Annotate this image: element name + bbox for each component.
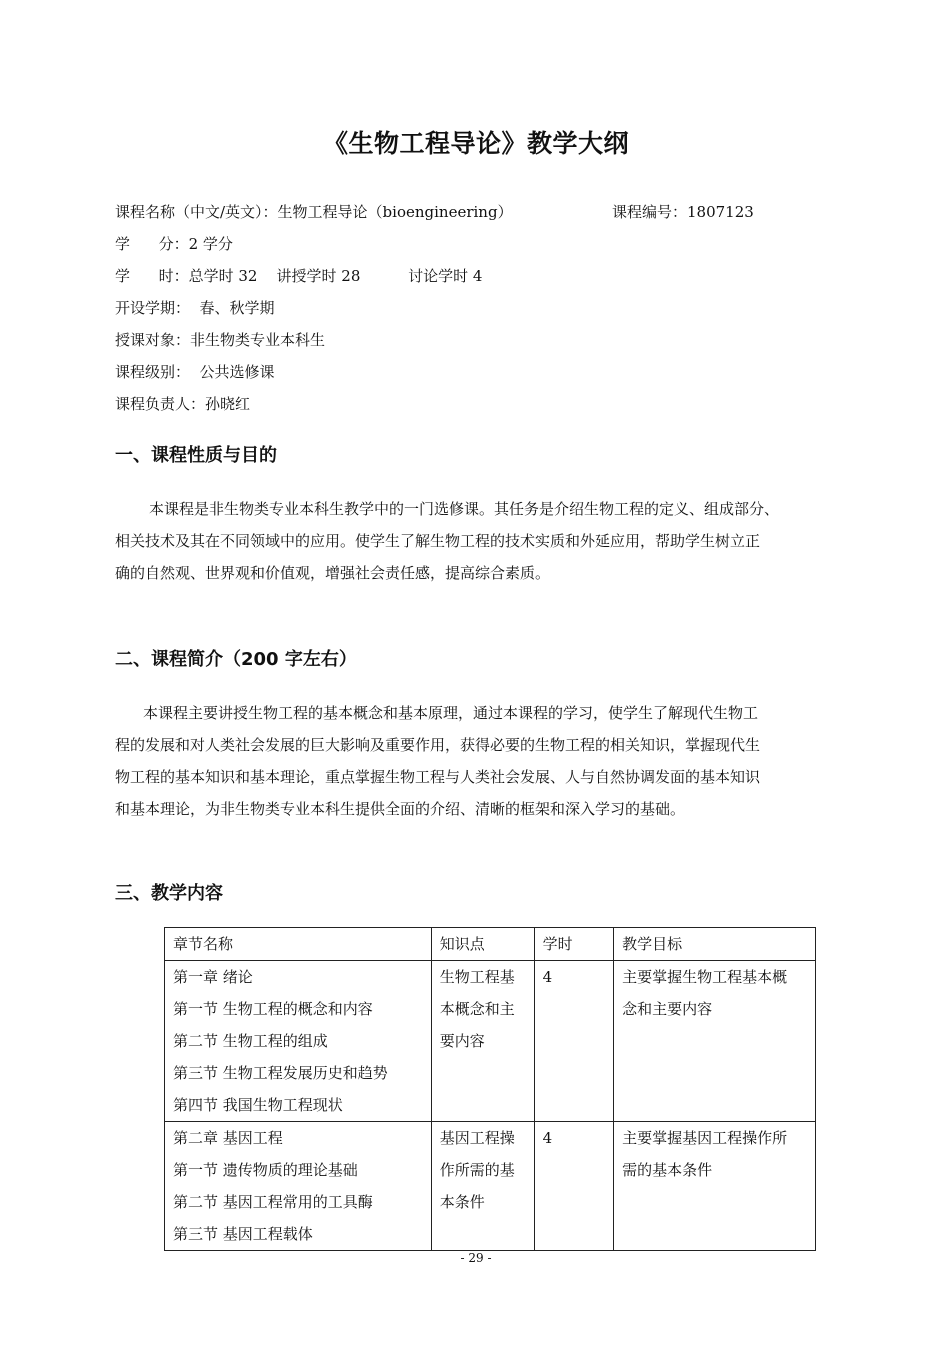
chapter-line: 第二节 生物工程的组成 [173,1032,328,1050]
knowledge-points-cell [431,961,534,1122]
course-hours: 学 时：总学时 32 讲授学时 28 讨论学时 4 [115,267,483,285]
page-number: - 29 - [460,1251,492,1265]
section2-line: 程的发展和对人类社会发展的巨大影响及重要作用，获得必要的生物工程的相关知识，掌握现代生 [115,736,761,754]
document-title: 《生物工程导论》教学大纲 [322,129,629,158]
section1-paragraph [115,493,837,589]
points-line: 要内容 [439,1032,485,1050]
hours-cell [534,961,614,1122]
chapter-line: 第二章 基因工程 [173,1129,283,1147]
section1-heading: 一、课程性质与目的 [115,445,277,466]
chapter-line: 第二节 基因工程常用的工具酶 [173,1193,373,1211]
course-credits: 学 分：2 学分 [115,235,233,253]
chapter-line: 第三节 基因工程载体 [173,1225,313,1243]
header-teaching-goal: 教学目标 [614,928,816,961]
knowledge-points-cell [431,1122,534,1251]
table-row [165,1122,816,1251]
goal-line: 需的基本条件 [622,1161,713,1179]
hours-cell [534,1122,614,1251]
section1-line: 确的自然观、世界观和价值观，增强社会责任感，提高综合素质。 [115,564,551,582]
header-knowledge-points: 知识点 [431,928,534,961]
table-row [165,961,816,1122]
chapter-line: 第一节 遗传物质的理论基础 [173,1161,358,1179]
course-name: 课程名称（中文/英文）：生物工程导论（bioengineering） [115,203,513,221]
teaching-content-table [164,927,816,1251]
table-header-row [165,928,816,961]
chapter-line: 第四节 我国生物工程现状 [173,1096,343,1114]
goal-line: 主要掌握基因工程操作所 [622,1129,788,1147]
hours-value: 4 [542,968,553,986]
section2-heading: 二、课程简介（200 字左右） [115,649,357,670]
header-hours: 学时 [534,928,614,961]
course-code: 课程编号：1807123 [612,203,754,221]
chapter-line: 第一节 生物工程的概念和内容 [173,1000,373,1018]
section1-line: 相关技术及其在不同领域中的应用。使学生了解生物工程的技术实质和外延应用，帮助学生树立正 [115,532,761,550]
points-line: 本概念和主 [439,1000,515,1018]
course-leader: 课程负责人：孙晓红 [115,395,251,413]
goal-line: 念和主要内容 [622,1000,713,1018]
section2-line: 和基本理论，为非生物类专业本科生提供全面的介绍、清晰的框架和深入学习的基础。 [115,800,686,818]
course-level: 课程级别： 公共选修课 [115,363,275,381]
chapter-cell [165,1122,432,1251]
chapter-line: 第一章 绪论 [173,968,253,986]
section1-line: 本课程是非生物类专业本科生教学中的一门选修课。其任务是介绍生物工程的定义、组成部分、 [149,500,780,518]
chapter-cell [165,961,432,1122]
section2-paragraph [115,697,837,825]
points-line: 生物工程基 [439,968,515,986]
course-semester: 开设学期： 春、秋学期 [115,299,275,317]
header-chapter: 章节名称 [165,928,432,961]
course-audience: 授课对象：非生物类专业本科生 [115,331,326,349]
points-line: 基因工程操 [439,1129,515,1147]
points-line: 作所需的基 [439,1161,515,1179]
teaching-goal-cell [614,1122,816,1251]
points-line: 本条件 [439,1193,485,1211]
section3-heading: 三、教学内容 [115,883,223,904]
teaching-goal-cell [614,961,816,1122]
goal-line: 主要掌握生物工程基本概 [622,968,788,986]
hours-value: 4 [542,1129,553,1147]
section2-line: 物工程的基本知识和基本理论，重点掌握生物工程与人类社会发展、人与自然协调发面的基本知识 [115,768,761,786]
chapter-line: 第三节 生物工程发展历史和趋势 [173,1064,388,1082]
section2-line: 本课程主要讲授生物工程的基本概念和基本原理，通过本课程的学习，使学生了解现代生物工 [143,704,759,722]
